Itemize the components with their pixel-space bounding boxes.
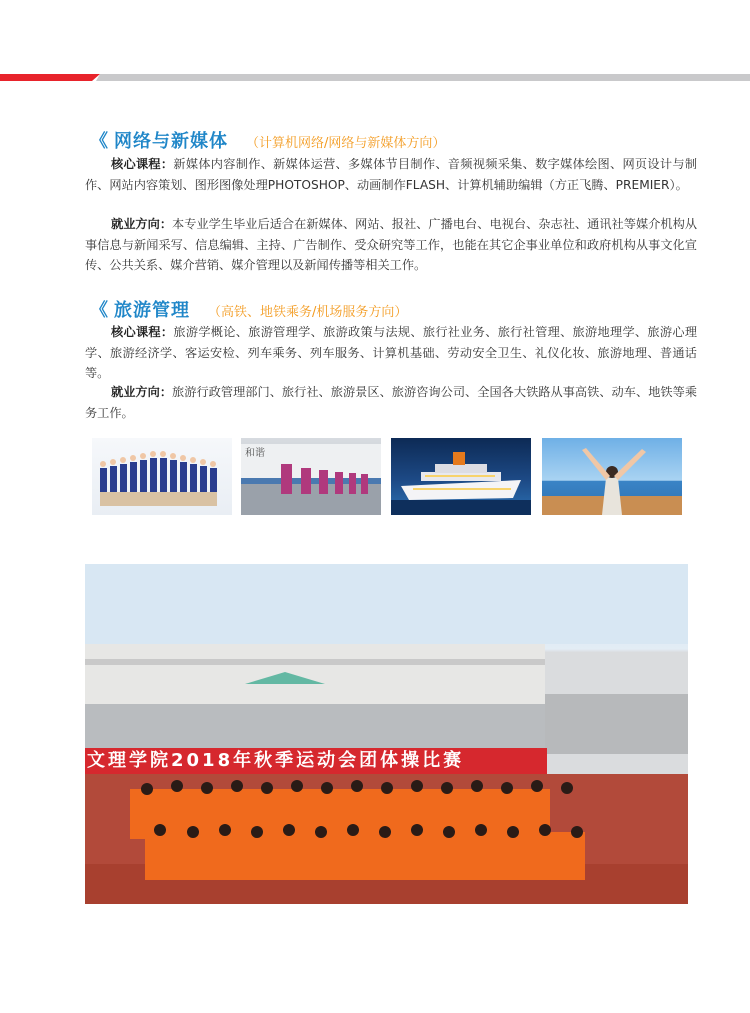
chevron-mark-icon: 《 (90, 131, 108, 152)
flight-attendants-photo (92, 438, 232, 515)
train-sign-text: 和谐 (245, 448, 265, 459)
career-text: 旅游行政管理部门、旅行社、旅游景区、旅游咨询公司、全国各大铁路从事高铁、动车、地铁等乘务工作。 (85, 385, 698, 420)
core-courses-paragraph (85, 154, 697, 195)
section-heading-tourism (90, 296, 407, 322)
career-paragraph (85, 382, 697, 423)
core-courses-text: 旅游学概论、旅游管理学、旅游政策与法规、旅行社业务、旅行社管理、旅游地理学、旅游心理学、旅游经济学、客运安检、列车乘务、列车服务、计算机基础、劳动安全卫生、礼仪化妆、旅游地理、普通话等。 (85, 325, 698, 380)
section-title: 旅游管理 (114, 300, 190, 321)
top-accent-bar (0, 74, 750, 81)
section-subtitle: （计算机网络/网络与新媒体方向） (246, 136, 446, 151)
chevron-mark-icon: 《 (90, 300, 108, 321)
train-crew-photo (241, 438, 381, 515)
sports-meet-group-photo (85, 564, 688, 904)
career-paragraph (85, 214, 697, 276)
seaside-traveler-photo (542, 438, 682, 515)
core-courses-text: 新媒体内容制作、新媒体运营、多媒体节目制作、音频视频采集、数字媒体绘图、网页设计与制作、网站内容策划、图形图像处理PHOTOSHOP、动画制作FLASH、计算机辅助编辑（方正飞腾、PREMIER）。 (85, 157, 698, 192)
career-text: 本专业学生毕业后适合在新媒体、网站、报社、广播电台、电视台、杂志社、通讯社等媒介机构从事信息与新闻采写、信息编辑、主持、广告制作、受众研究等工作，也能在其它企事业单位和政府机构从事文化宣传、公共关系、媒介营销、媒介管理以及新闻传播等相关工作。 (85, 217, 698, 272)
top-bar-red-segment (0, 74, 100, 81)
section-heading-new-media (90, 127, 445, 153)
core-courses-paragraph (85, 322, 697, 384)
career-label: 就业方向： (111, 217, 173, 231)
section-title: 网络与新媒体 (114, 131, 228, 152)
event-banner: 文理学院2018年秋季运动会团体操比赛 (85, 748, 547, 774)
career-label: 就业方向： (111, 385, 173, 399)
section-subtitle: （高铁、地铁乘务/机场服务方向） (208, 305, 408, 320)
top-bar-grey-segment (96, 74, 750, 81)
cruise-ship-photo (391, 438, 531, 515)
core-courses-label: 核心课程： (111, 325, 174, 339)
core-courses-label: 核心课程： (111, 157, 174, 171)
